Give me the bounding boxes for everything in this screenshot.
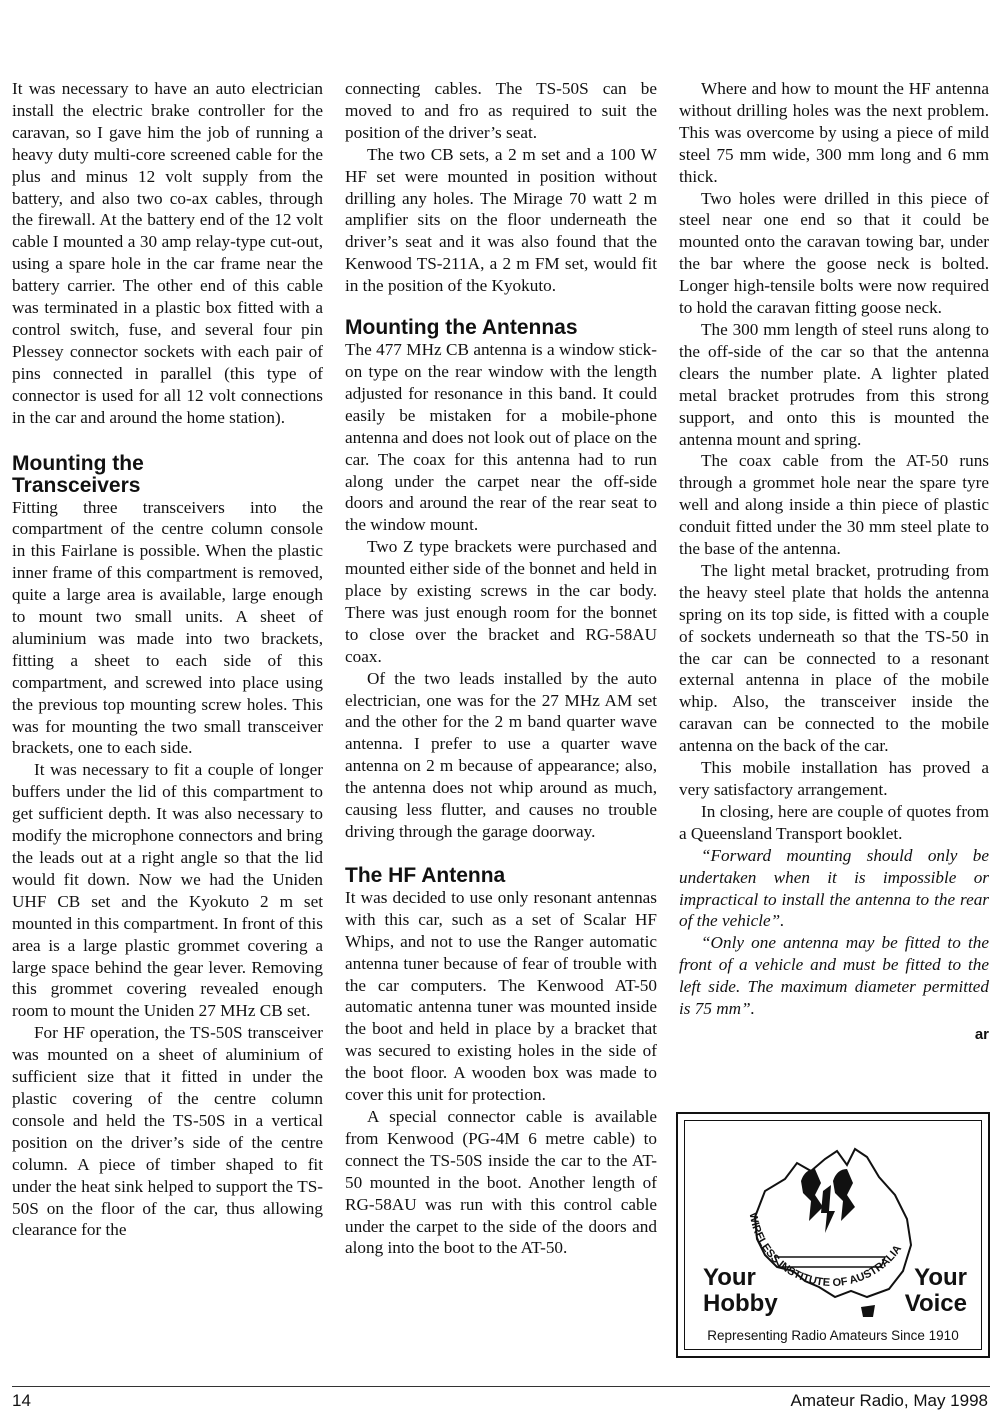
- australia-map-icon: [755, 1149, 911, 1297]
- paragraph: A special connector cable is available from Kenwood (PG-4M 6 metre cable) to connect the TS-50S inside the car to the AT-50 mounted in the boot. Another length of RG-58AU was run with this control cable under the carpet to the side of the doors and along into the boot to the AT-50.: [345, 1106, 657, 1258]
- paragraph: The two CB sets, a 2 m set and a 100 W HF set were mounted in position without drilling any holes. The Mirage 70 watt 2 m amplifier sits on the floor underneath the driver’s seat and it was also found that the Kenwood TS-211A, a 2 m FM set, would fit in the position of the Kyokuto.: [345, 144, 657, 296]
- paragraph: Where and how to mount the HF antenna without drilling holes was the next problem. This was overcome by using a piece of mild steel 75 mm wide, 300 mm long and 6 mm thick.: [679, 79, 989, 186]
- ad-text-hobby: Hobby: [703, 1290, 778, 1317]
- paragraph: It was necessary to have an auto electrician install the electric brake controller for the caravan, so I gave him the job of running a heavy duty multi-core screened cable for the plus and minus 12 volt supply from the battery, and also two co-ax cables, through the firewall. At the battery end of the 12 volt cable I mounted a 30 amp relay-type cut-out, using a spare hole in the car frame near the battery carrier. The other end of this cable was terminated in a plastic box fitted with a control switch, fuse, and several four pin Plessey connector sockets with each pair of pins connected in parallel (this type of connector is used for all 12 volt connections in the car and around the home station).: [12, 79, 323, 427]
- section-heading-antennas: Mounting the Antennas: [345, 316, 578, 340]
- paragraph: Fitting three transceivers into the compartment of the centre column console in this Fairlane is possible. When the plastic inner frame of this compartment is removed, quite a large area is available, large enough to mount two small units. A sheet of aluminium was made into two brackets, fitting a sheet to each side of this compartment, and screwed into place using the previous top mounting screw holes. This was for mounting the two small transceiver brackets, one to each side.: [12, 497, 323, 758]
- ad-text-your-right: Your: [914, 1264, 967, 1291]
- lightning-bolt-icon: [801, 1169, 855, 1233]
- wia-australia-logo: [685, 1121, 985, 1353]
- column-1: [12, 78, 323, 1241]
- paragraph: For HF operation, the TS-50S transceiver was mounted on a sheet of aluminium of sufficient size that it fitted in under the plastic covering of the centre column console and held the TS-50S in a vertical position on the driver’s side of the centre column. A piece of timber shaped to fit under the heat sink helped to support the TS-50S on the floor of the car, thus allowing clearance for the: [12, 1023, 323, 1240]
- paragraph: The 477 MHz CB antenna is a window stick-on type on the rear window with the length adjusted for resonance in this band. It could easily be mistaken for a mobile-phone antenna and does not look out of place on the car. The coax for this antenna had to run along under the carpet near the off-side doors and around the rear of the rear seat to the window mount.: [345, 340, 657, 535]
- section-heading-hf-antenna: The HF Antenna: [345, 863, 506, 887]
- logo-lettering: WIRELESS INSTITUTE OF AUSTRALIA: [746, 1211, 905, 1290]
- paragraph: It was decided to use only resonant antennas with this car, such as a set of Scalar HF Whips, and not to use the Ranger automatic antenna tuner because of fear of trouble with the car computers. The Kenwood AT-50 automatic antenna tuner was mounted inside the boot and held in place by a bracket that was secured to existing holes in the side of the boot floor. A wooden box was made to cover this unit for protection.: [345, 887, 657, 1105]
- column-3: [679, 78, 989, 1046]
- footer-divider: [12, 1386, 990, 1387]
- running-footer: Amateur Radio, May 1998: [790, 1391, 988, 1410]
- ad-tagline: Representing Radio Amateurs Since 1910: [707, 1328, 959, 1343]
- page-number: 14: [12, 1391, 31, 1410]
- paragraph: Two Z type brackets were purchased and mounted either side of the bonnet and held in place by existing screws in the car body. There was just enough room for the bonnet to close over the bracket and RG-58AU coax.: [345, 537, 657, 666]
- paragraph: It was necessary to fit a couple of longer buffers under the lid of this compartment to get sufficient depth. It was also necessary to modify the microphone connectors and bring the leads out at a right angle so that the lid would fit down. Now we had the Uniden UHF CB set and the Kyokuto 2 m set mounted in this compartment. In front of this area is a large plastic grommet covering a large space behind the gear lever. Removing this grommet covering revealed enough room to mount the Uniden 27 MHz CB set.: [12, 760, 323, 1021]
- paragraph: In closing, here are couple of quotes from a Queensland Transport booklet.: [679, 801, 989, 843]
- quote: “Forward mounting should only be undertaken when it is impossible or impractical to install the antenna to the rear of the vehicle”.: [679, 845, 989, 931]
- paragraph: connecting cables. The TS-50S can be moved to and fro as required to suit the position of the driver’s seat.: [345, 79, 657, 142]
- section-heading-transceivers: Mounting the Transceivers: [12, 451, 144, 497]
- paragraph: Two holes were drilled in this piece of steel near one end so that it could be mounted onto the caravan towing bar, under the bar where the goose neck is bolted. Longer high-tensile bolts were now required to hold the caravan fitting goose neck.: [679, 188, 989, 318]
- ad-text-voice: Voice: [904, 1290, 967, 1317]
- column-2: [345, 78, 657, 1259]
- paragraph: Of the two leads installed by the auto electrician, one was for the 27 MHz AM set and the other for the 2 m band quarter wave antenna. I prefer to use a quarter wave antenna on 2 m because of appearance; also, the antenna does not whip around as much, causing less flutter, and causes no trouble driving through the garage doorway.: [345, 668, 657, 841]
- paragraph: The light metal bracket, protruding from the heavy steel plate that holds the antenna spring on its top side, is fitted with a couple of sockets underneath so that the TS-50 in the car can be connected to a resonant external antenna in place of the mobile whip. Also, the transceiver inside the caravan can be connected to the mobile antenna on the back of the car.: [679, 560, 989, 756]
- paragraph: This mobile installation has proved a very satisfactory arrangement.: [679, 758, 989, 799]
- ad-text-your-left: Your: [703, 1264, 756, 1291]
- ad-frame: [684, 1120, 982, 1350]
- paragraph: The coax cable from the AT-50 runs through a grommet hole near the spare tyre well and along inside a thin piece of plastic conduit fitted under the 30 mm steel plate to the base of the antenna.: [679, 451, 989, 559]
- wia-advertisement: [676, 1112, 990, 1358]
- tasmania-icon: [861, 1305, 875, 1317]
- paragraph: The 300 mm length of steel runs along to the off-side of the car so that the antenna clears the number plate. A lighter plated metal bracket protrudes from this strong support, and onto this is mounted the antenna mount and spring.: [679, 319, 989, 449]
- article-end-mark: ar: [974, 1025, 989, 1043]
- quote: “Only one antenna may be fitted to the front of a vehicle and must be fitted to the left side. The maximum diameter permitted is 75 mm”.: [679, 933, 989, 1019]
